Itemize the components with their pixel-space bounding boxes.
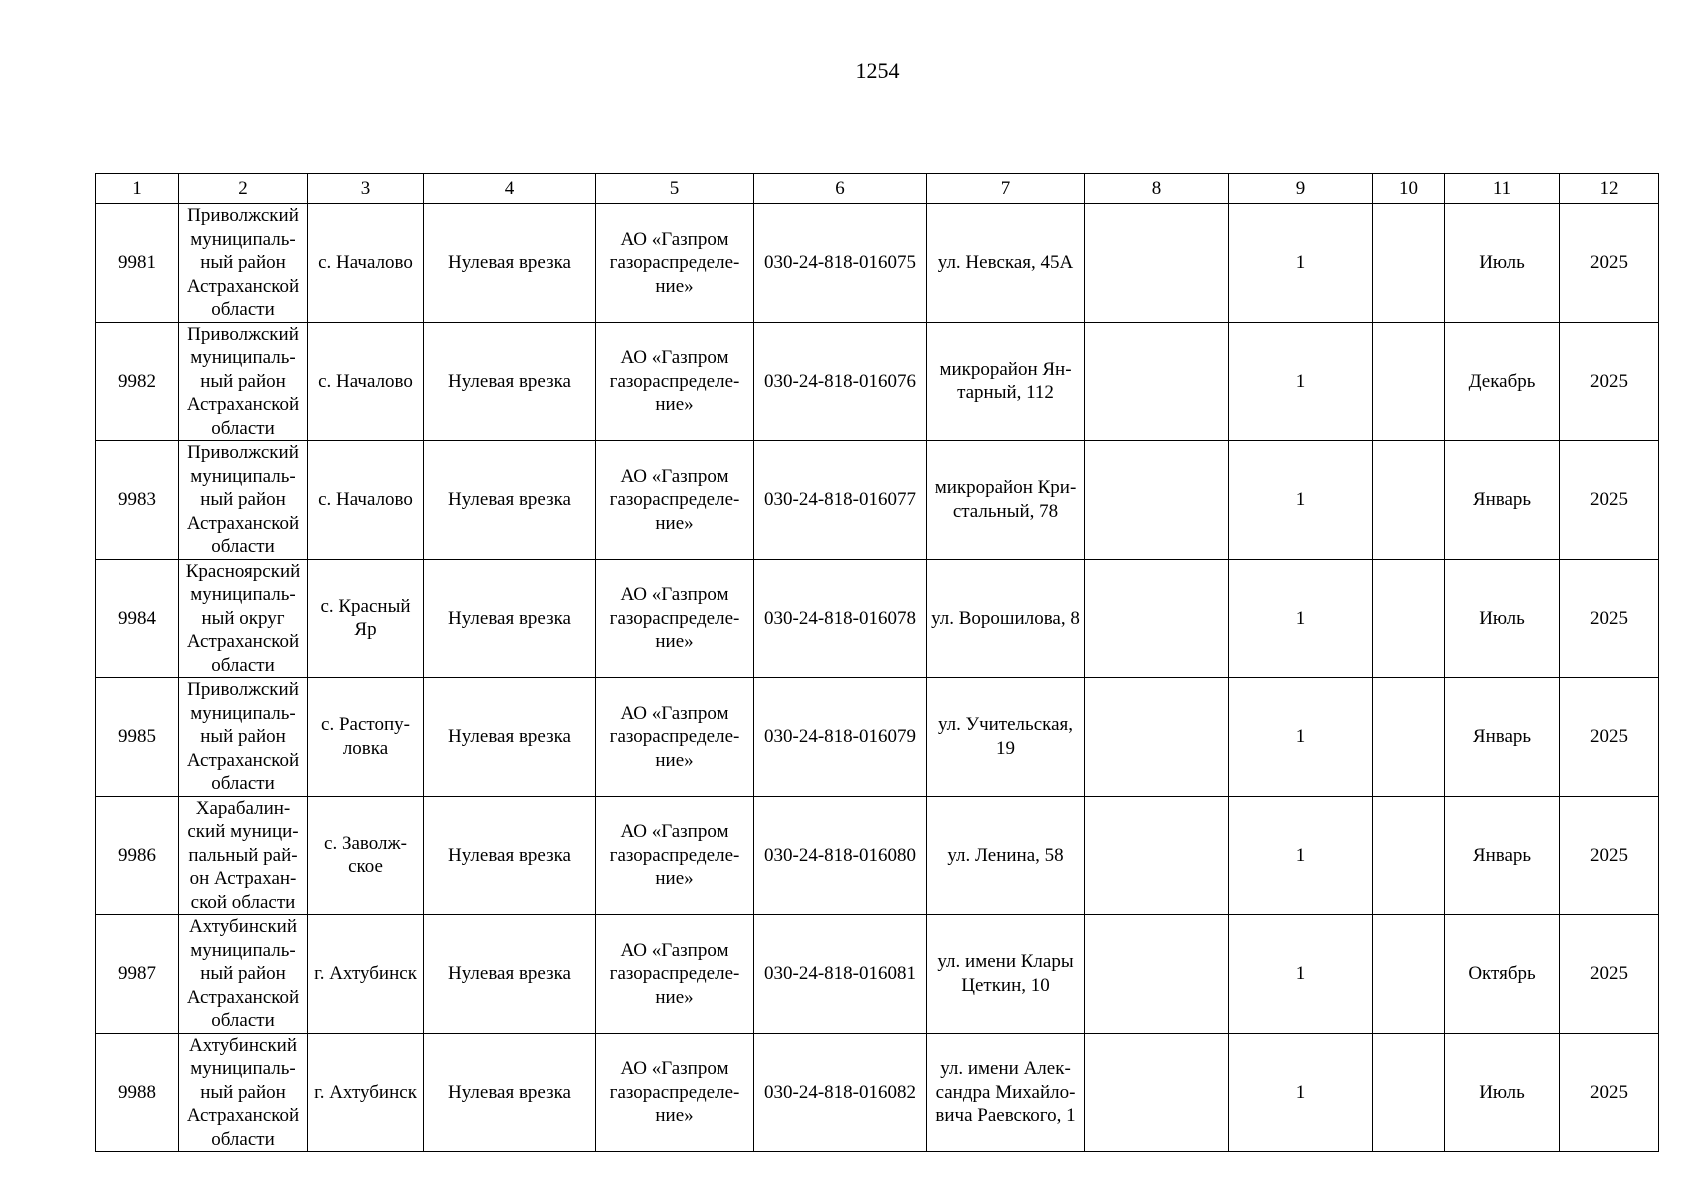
organization-cell: АО «Газпром газораспределе-ние» xyxy=(596,559,754,678)
address-cell: ул. имени Алек-сандра Михайло-вича Раевского, 1 xyxy=(927,1033,1085,1152)
register-table xyxy=(95,173,1659,1152)
organization-cell: АО «Газпром газораспределе-ние» xyxy=(596,915,754,1034)
organization-cell: АО «Газпром газораспределе-ние» xyxy=(596,796,754,915)
work-type-cell: Нулевая врезка xyxy=(424,204,596,323)
district-cell: Приволжский муниципаль-ный район Астраханской области xyxy=(179,678,308,797)
month-cell: Июль xyxy=(1445,1033,1560,1152)
column-8-cell xyxy=(1085,204,1229,323)
column-10-cell xyxy=(1373,204,1445,323)
address-cell: микрорайон Ян-тарный, 112 xyxy=(927,322,1085,441)
object-code-cell: 030-24-818-016079 xyxy=(754,678,927,797)
month-cell: Январь xyxy=(1445,796,1560,915)
address-cell: ул. Ворошилова, 8 xyxy=(927,559,1085,678)
address-cell: ул. имени Клары Цеткин, 10 xyxy=(927,915,1085,1034)
year-cell: 2025 xyxy=(1560,322,1659,441)
column-header: 4 xyxy=(424,174,596,204)
object-code-cell: 030-24-818-016077 xyxy=(754,441,927,560)
row-number-cell: 9985 xyxy=(96,678,179,797)
column-header: 5 xyxy=(596,174,754,204)
settlement-cell: с. Заволж-ское xyxy=(308,796,424,915)
district-cell: Приволжский муниципаль-ный район Астраханской области xyxy=(179,441,308,560)
address-cell: ул. Учительская, 19 xyxy=(927,678,1085,797)
organization-cell: АО «Газпром газораспределе-ние» xyxy=(596,1033,754,1152)
object-code-cell: 030-24-818-016076 xyxy=(754,322,927,441)
row-number-cell: 9981 xyxy=(96,204,179,323)
settlement-cell: г. Ахтубинск xyxy=(308,1033,424,1152)
address-cell: ул. Ленина, 58 xyxy=(927,796,1085,915)
settlement-cell: с. Началово xyxy=(308,441,424,560)
table-body xyxy=(96,174,1659,1152)
work-type-cell: Нулевая врезка xyxy=(424,441,596,560)
object-code-cell: 030-24-818-016078 xyxy=(754,559,927,678)
month-cell: Октябрь xyxy=(1445,915,1560,1034)
organization-cell: АО «Газпром газораспределе-ние» xyxy=(596,204,754,323)
column-8-cell xyxy=(1085,678,1229,797)
column-9-cell: 1 xyxy=(1229,678,1373,797)
district-cell: Ахтубинский муниципаль-ный район Астраханской области xyxy=(179,915,308,1034)
year-cell: 2025 xyxy=(1560,204,1659,323)
year-cell: 2025 xyxy=(1560,1033,1659,1152)
column-header: 9 xyxy=(1229,174,1373,204)
column-8-cell xyxy=(1085,915,1229,1034)
district-cell: Красноярский муниципаль-ный округ Астраханской области xyxy=(179,559,308,678)
column-header: 12 xyxy=(1560,174,1659,204)
table-row xyxy=(96,1033,1659,1152)
settlement-cell: г. Ахтубинск xyxy=(308,915,424,1034)
work-type-cell: Нулевая врезка xyxy=(424,915,596,1034)
row-number-cell: 9983 xyxy=(96,441,179,560)
district-cell: Приволжский муниципаль-ный район Астраханской области xyxy=(179,204,308,323)
column-8-cell xyxy=(1085,441,1229,560)
column-10-cell xyxy=(1373,678,1445,797)
column-number-row xyxy=(96,174,1659,204)
month-cell: Январь xyxy=(1445,678,1560,797)
year-cell: 2025 xyxy=(1560,678,1659,797)
work-type-cell: Нулевая врезка xyxy=(424,678,596,797)
column-10-cell xyxy=(1373,915,1445,1034)
work-type-cell: Нулевая врезка xyxy=(424,796,596,915)
address-cell: микрорайон Кри-стальный, 78 xyxy=(927,441,1085,560)
row-number-cell: 9987 xyxy=(96,915,179,1034)
table-row xyxy=(96,322,1659,441)
year-cell: 2025 xyxy=(1560,559,1659,678)
district-cell: Ахтубинский муниципаль-ный район Астраханской области xyxy=(179,1033,308,1152)
work-type-cell: Нулевая врезка xyxy=(424,1033,596,1152)
column-header: 6 xyxy=(754,174,927,204)
year-cell: 2025 xyxy=(1560,796,1659,915)
district-cell: Харабалин-ский муници-пальный рай-он Астрахан-ской области xyxy=(179,796,308,915)
settlement-cell: с. Растопу-ловка xyxy=(308,678,424,797)
column-9-cell: 1 xyxy=(1229,441,1373,560)
settlement-cell: с. Красный Яр xyxy=(308,559,424,678)
work-type-cell: Нулевая врезка xyxy=(424,559,596,678)
column-header: 11 xyxy=(1445,174,1560,204)
row-number-cell: 9988 xyxy=(96,1033,179,1152)
object-code-cell: 030-24-818-016080 xyxy=(754,796,927,915)
table-row xyxy=(96,915,1659,1034)
work-type-cell: Нулевая врезка xyxy=(424,322,596,441)
column-9-cell: 1 xyxy=(1229,915,1373,1034)
column-header: 1 xyxy=(96,174,179,204)
address-cell: ул. Невская, 45А xyxy=(927,204,1085,323)
settlement-cell: с. Началово xyxy=(308,204,424,323)
organization-cell: АО «Газпром газораспределе-ние» xyxy=(596,322,754,441)
column-9-cell: 1 xyxy=(1229,1033,1373,1152)
column-10-cell xyxy=(1373,1033,1445,1152)
settlement-cell: с. Началово xyxy=(308,322,424,441)
row-number-cell: 9986 xyxy=(96,796,179,915)
column-header: 10 xyxy=(1373,174,1445,204)
month-cell: Декабрь xyxy=(1445,322,1560,441)
column-header: 3 xyxy=(308,174,424,204)
row-number-cell: 9984 xyxy=(96,559,179,678)
month-cell: Январь xyxy=(1445,441,1560,560)
column-8-cell xyxy=(1085,796,1229,915)
table-row xyxy=(96,559,1659,678)
column-8-cell xyxy=(1085,322,1229,441)
column-8-cell xyxy=(1085,559,1229,678)
page-number: 1254 xyxy=(855,58,900,83)
table-row xyxy=(96,678,1659,797)
column-8-cell xyxy=(1085,1033,1229,1152)
object-code-cell: 030-24-818-016081 xyxy=(754,915,927,1034)
column-10-cell xyxy=(1373,441,1445,560)
table-row xyxy=(96,204,1659,323)
organization-cell: АО «Газпром газораспределе-ние» xyxy=(596,441,754,560)
object-code-cell: 030-24-818-016082 xyxy=(754,1033,927,1152)
organization-cell: АО «Газпром газораспределе-ние» xyxy=(596,678,754,797)
table-row xyxy=(96,441,1659,560)
column-9-cell: 1 xyxy=(1229,204,1373,323)
column-10-cell xyxy=(1373,322,1445,441)
column-header: 8 xyxy=(1085,174,1229,204)
district-cell: Приволжский муниципаль-ный район Астраханской области xyxy=(179,322,308,441)
column-10-cell xyxy=(1373,796,1445,915)
row-number-cell: 9982 xyxy=(96,322,179,441)
column-header: 2 xyxy=(179,174,308,204)
column-header: 7 xyxy=(927,174,1085,204)
column-10-cell xyxy=(1373,559,1445,678)
column-9-cell: 1 xyxy=(1229,322,1373,441)
month-cell: Июль xyxy=(1445,559,1560,678)
object-code-cell: 030-24-818-016075 xyxy=(754,204,927,323)
column-9-cell: 1 xyxy=(1229,559,1373,678)
table-row xyxy=(96,796,1659,915)
year-cell: 2025 xyxy=(1560,441,1659,560)
month-cell: Июль xyxy=(1445,204,1560,323)
year-cell: 2025 xyxy=(1560,915,1659,1034)
column-9-cell: 1 xyxy=(1229,796,1373,915)
